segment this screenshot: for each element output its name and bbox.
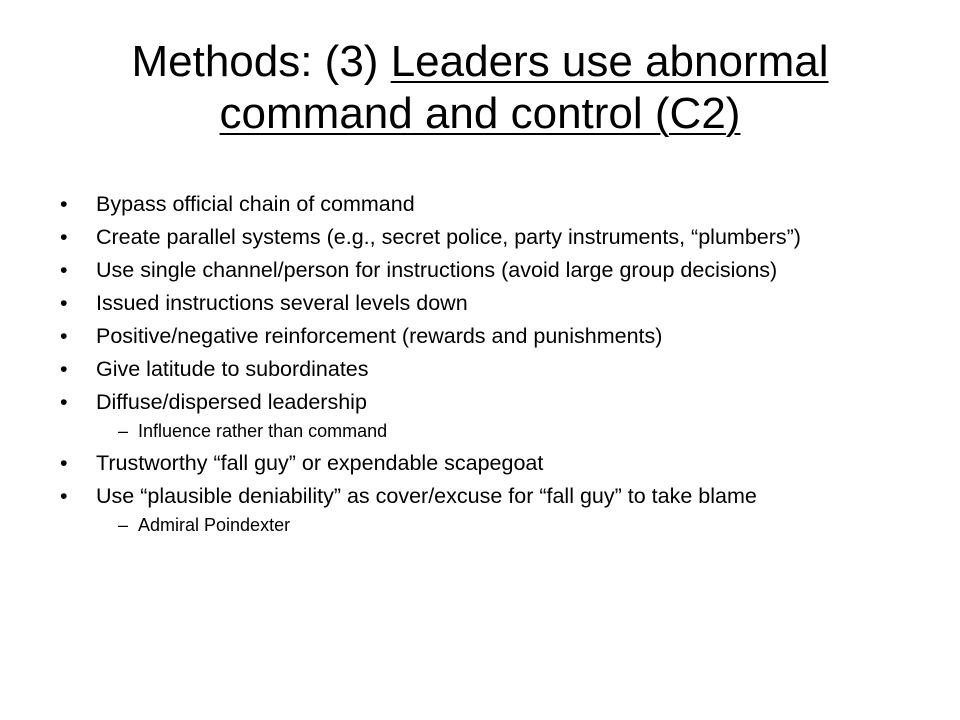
slide-title <box>60 36 900 140</box>
bullet-list <box>60 193 860 546</box>
bullet-item <box>60 193 860 216</box>
bullet-item <box>60 259 860 282</box>
bullet-marker: • <box>60 324 68 348</box>
bullet-text: Diffuse/dispersed leadership <box>96 390 367 414</box>
bullet-marker: • <box>60 390 68 414</box>
bullet-item <box>60 485 860 508</box>
sub-bullet-text: Influence rather than command <box>138 421 388 441</box>
bullet-marker: • <box>60 258 68 282</box>
sub-bullet-text: Admiral Poindexter <box>138 515 291 535</box>
bullet-item <box>60 292 860 315</box>
bullet-text: Create parallel systems (e.g., secret police, party instruments, “plumbers”) <box>96 225 801 249</box>
bullet-item <box>60 226 860 249</box>
bullet-marker: • <box>60 357 68 381</box>
sub-bullet-marker: – <box>118 421 129 441</box>
bullet-text: Issued instructions several levels down <box>96 291 468 315</box>
bullet-marker: • <box>60 484 68 508</box>
bullet-item <box>60 391 860 414</box>
bullet-item <box>60 452 860 475</box>
sub-bullet-marker: – <box>118 515 129 535</box>
bullet-item <box>60 325 860 348</box>
bullet-item <box>60 358 860 381</box>
title-prefix: Methods: (3) <box>131 37 391 86</box>
bullet-text: Give latitude to subordinates <box>96 357 369 381</box>
bullet-marker: • <box>60 291 68 315</box>
bullet-text: Use single channel/person for instructions (avoid large group decisions) <box>96 258 778 282</box>
bullet-text: Trustworthy “fall guy” or expendable scapegoat <box>96 451 544 475</box>
title-underlined: Leaders use abnormal command and control (C2) <box>219 37 829 138</box>
bullet-marker: • <box>60 192 68 216</box>
bullet-marker: • <box>60 451 68 475</box>
bullet-text: Use “plausible deniability” as cover/excuse for “fall guy” to take blame <box>96 484 757 508</box>
sub-bullet-item <box>60 515 860 535</box>
sub-bullet-item <box>60 421 860 441</box>
bullet-marker: • <box>60 225 68 249</box>
bullet-text: Positive/negative reinforcement (rewards and punishments) <box>96 324 663 348</box>
bullet-text: Bypass official chain of command <box>96 192 415 216</box>
